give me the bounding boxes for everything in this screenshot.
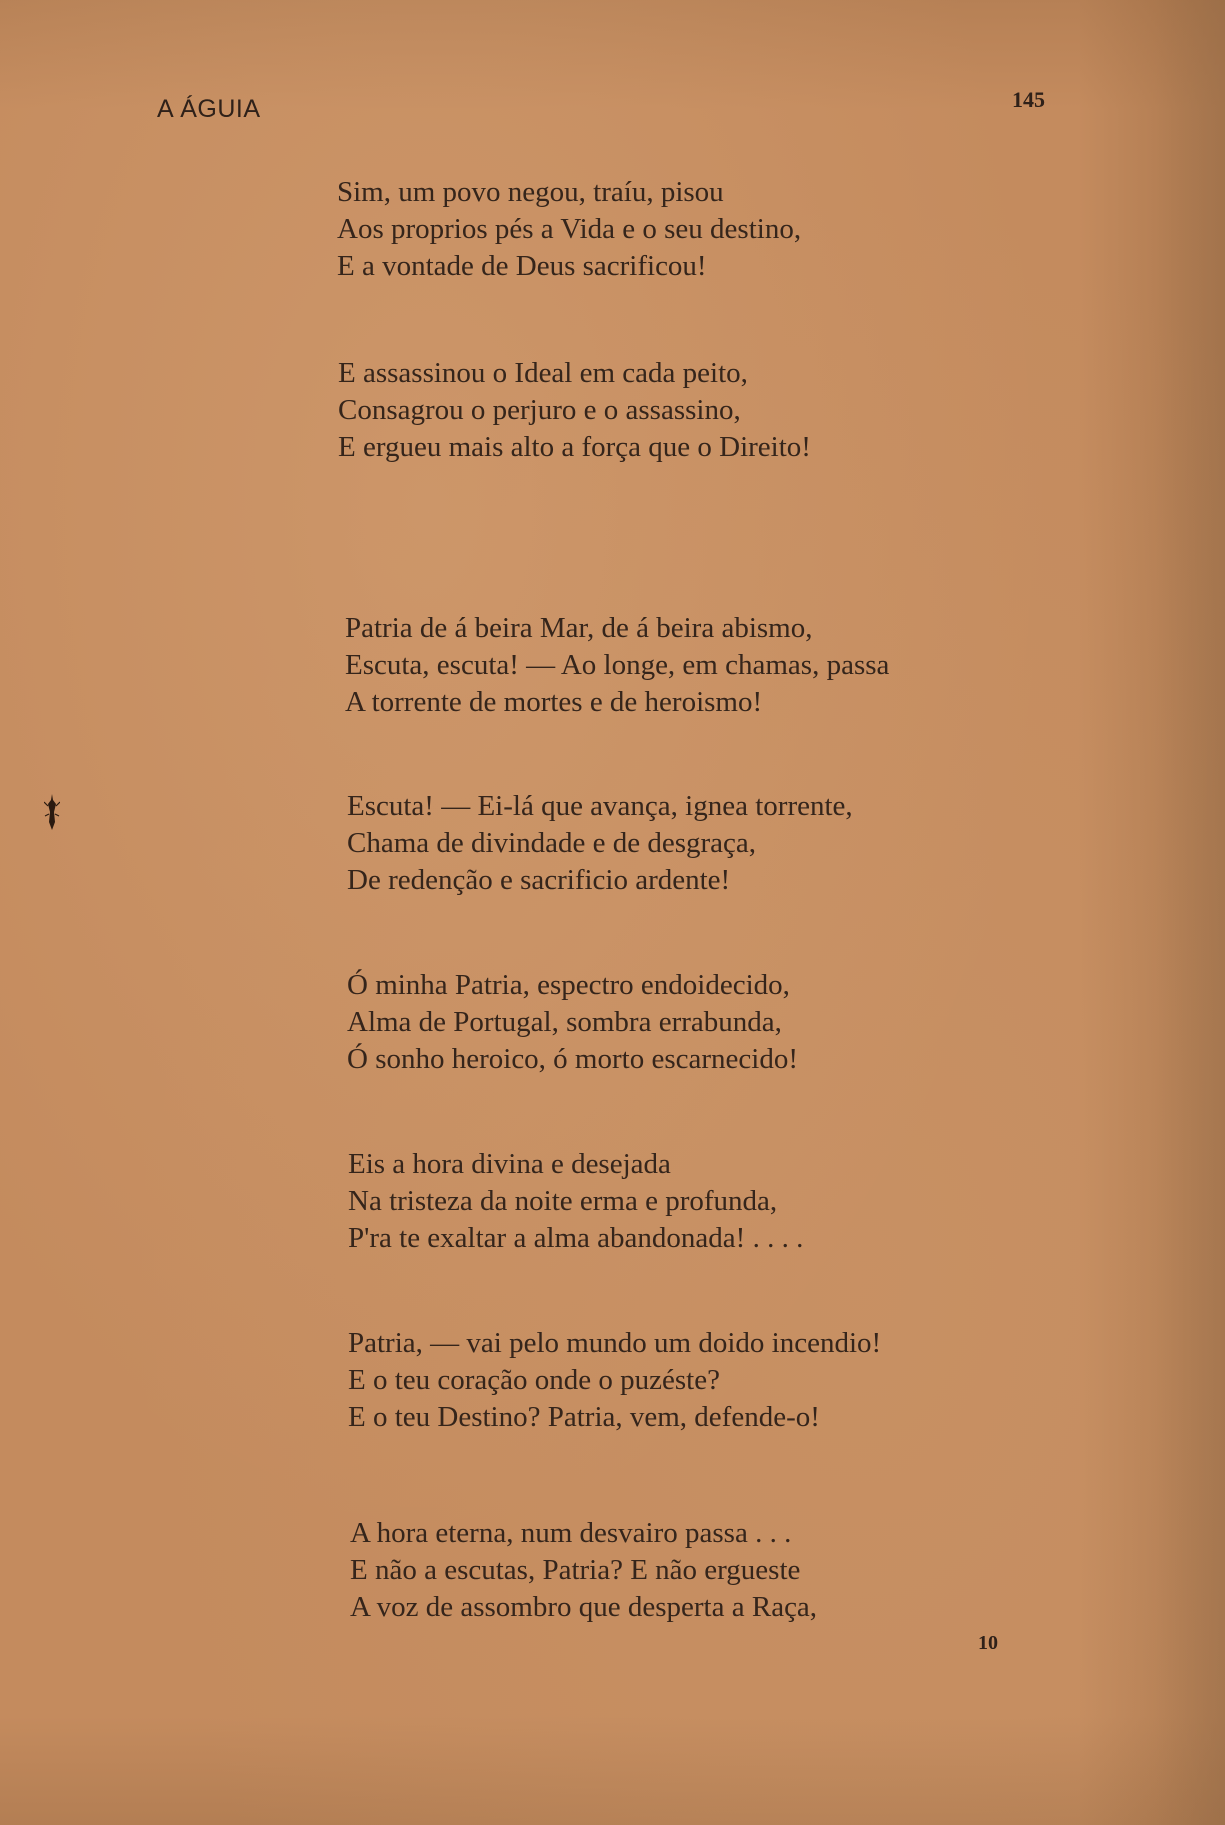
stanza-7 [348,1325,881,1436]
poem-line: A voz de assombro que desperta a Raça, [350,1591,818,1623]
poem-line: Aos proprios pés a Vida e o seu destino, [337,213,802,245]
poem-line: Escuta! — Ei-lá que avança, ignea torrente, [347,790,853,822]
poem-line: De redenção e sacrificio ardente! [347,864,731,896]
insect-speck-icon [44,792,60,832]
poem-line: Na tristeza da noite erma e profunda, [348,1185,778,1217]
poem-line: E o teu coração onde o puzéste? [348,1364,720,1396]
poem-line: P'ra te exaltar a alma abandonada! . . . . [348,1222,804,1254]
poem-line: A torrente de mortes e de heroismo! [345,686,763,718]
stanza-5 [347,967,798,1078]
poem-line: Ó sonho heroico, ó morto escarnecido! [347,1043,798,1075]
poem-line: Ó minha Patria, espectro endoidecido, [347,969,790,1001]
running-head: A ÁGUIA [157,95,261,123]
stanza-2 [338,355,811,466]
stanza-3 [345,610,889,721]
poem-line: Eis a hora divina e desejada [348,1148,671,1180]
poem-line: Chama de divindade e de desgraça, [347,827,757,859]
stanza-1 [337,174,801,285]
poem-line: Patria, — vai pelo mundo um doido incendio! [348,1327,882,1359]
page-edge-shadow [1155,0,1225,1825]
poem-line: E não a escutas, Patria? E não ergueste [350,1554,801,1586]
poem-line: E ergueu mais alto a força que o Direito! [338,431,811,463]
poem-line: Consagrou o perjuro e o assassino, [338,394,741,426]
poem-line: E a vontade de Deus sacrificou! [337,250,707,282]
poem-line: E assassinou o Ideal em cada peito, [338,357,748,389]
page-number: 145 [1012,87,1045,112]
poem-line: Patria de á beira Mar, de á beira abismo, [345,612,813,644]
signature-mark: 10 [978,1632,998,1654]
stanza-4 [347,788,853,899]
stanza-6 [348,1146,803,1257]
poem-line: Alma de Portugal, sombra errabunda, [347,1006,782,1038]
poem-line: A hora eterna, num desvairo passa . . . [350,1517,792,1549]
poem-line: Sim, um povo negou, traíu, pisou [337,176,724,208]
poem-line: E o teu Destino? Patria, vem, defende-o! [348,1401,820,1433]
stanza-8 [350,1515,817,1626]
poem-line: Escuta, escuta! — Ao longe, em chamas, passa [345,649,890,681]
